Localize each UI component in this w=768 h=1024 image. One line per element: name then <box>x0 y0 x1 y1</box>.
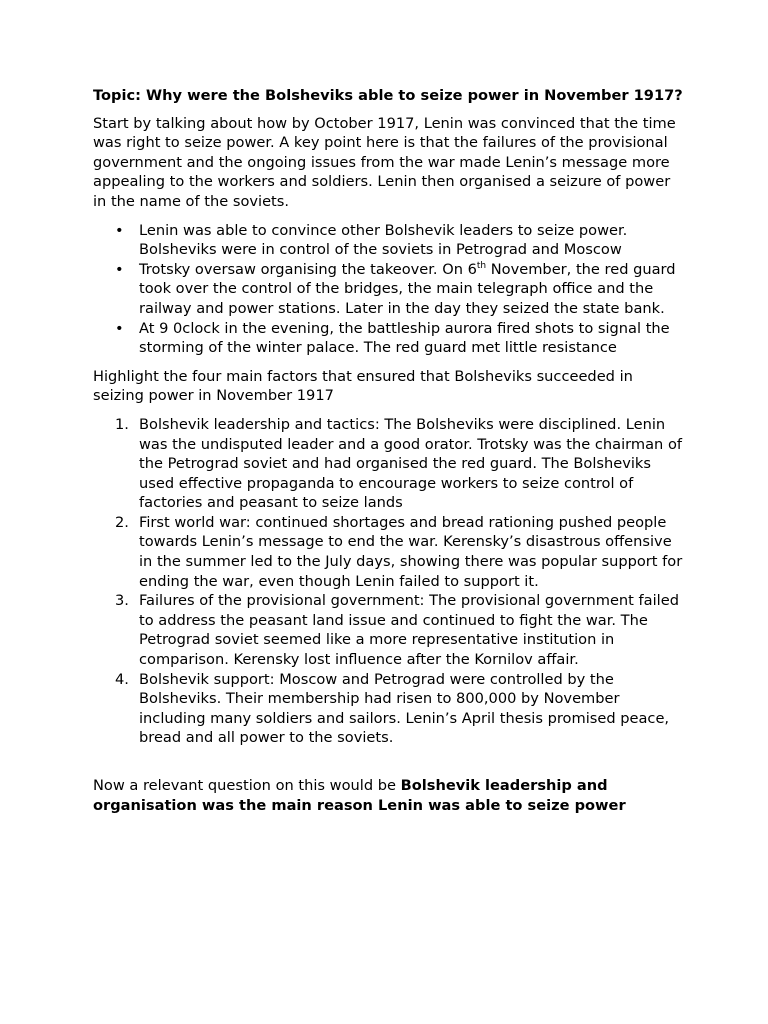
factor-item <box>115 670 683 748</box>
bullet-icon: • <box>115 260 124 278</box>
factor-number: 2. <box>115 513 129 531</box>
blank-line <box>93 757 683 776</box>
conclusion-question: Bolshevik leadership and organisation was the main reason Lenin was able to seize power <box>93 777 626 814</box>
document-page <box>93 86 683 824</box>
ordinal-superscript: th <box>476 260 487 271</box>
highlight-paragraph: Highlight the four main factors that ensured that Bolsheviks succeeded in seizing power in November 1917 <box>93 367 633 405</box>
factor-text: Failures of the provisional government: The provisional government failed to address the peasant land issue and continued to fight the war. The Petrograd soviet seemed like a more representative institution in comparison. Kerensky lost influence after the Kornilov affair. <box>139 592 679 669</box>
conclusion-paragraph <box>93 776 683 815</box>
conclusion-lead: Now a relevant question on this would be <box>93 777 401 794</box>
bullet-text: Lenin was able to convince other Bolshevik leaders to seize power. Bolsheviks were in control of the soviets in Petrograd and Moscow <box>139 221 628 259</box>
bullet-icon: • <box>115 319 124 337</box>
events-bullet-list <box>93 221 683 358</box>
factor-item <box>115 591 683 669</box>
intro-paragraph: Start by talking about how by October 1917, Lenin was convinced that the time was right to seize power. A key point here is that the failures of the provisional government and the ongoing issues from the war made Lenin’s message more appealing to the workers and soldiers. Lenin then organised a seizure of power in the name of the soviets. <box>93 114 676 210</box>
factor-number: 1. <box>115 415 129 433</box>
topic-heading: Topic: Why were the Bolsheviks able to seize power in November 1917? <box>93 87 683 104</box>
bullet-text: At 9 0clock in the evening, the battleship aurora fired shots to signal the storming of the winter palace. The red guard met little resistance <box>139 319 670 357</box>
bullet-icon: • <box>115 221 124 239</box>
bullet-item <box>115 319 683 358</box>
factor-item <box>115 415 683 513</box>
factor-text: Bolshevik leadership and tactics: The Bolsheviks were disciplined. Lenin was the undisputed leader and a good orator. Trotsky was the chairman of the Petrograd soviet and had organised the red guard. The Bolsheviks used effective propaganda to encourage workers to seize control of factories and peasant to seize lands <box>139 415 683 512</box>
bullet-item <box>115 260 683 319</box>
bullet-item <box>115 221 683 260</box>
bullet-text-pre: Trotsky oversaw organising the takeover. On 6 <box>139 260 477 278</box>
factor-text: Bolshevik support: Moscow and Petrograd were controlled by the Bolsheviks. Their membership had risen to 800,000 by November including many soldiers and sailors. Lenin’s April thesis promised peace, bread and all power to the soviets. <box>139 670 670 747</box>
factor-item <box>115 513 683 591</box>
factor-text: First world war: continued shortages and bread rationing pushed people towards Lenin’s message to end the war. Kerensky’s disastrous offensive in the summer led to the July days, showing there was popular support for ending the war, even though Lenin failed to support it. <box>139 513 683 590</box>
factors-numbered-list <box>93 415 683 748</box>
bullet-text-post: November, the red guard took over the control of the bridges, the main telegraph office and the railway and power stations. Later in the day they seized the state bank. <box>139 260 676 317</box>
factor-number: 4. <box>115 670 129 688</box>
factor-number: 3. <box>115 592 129 610</box>
